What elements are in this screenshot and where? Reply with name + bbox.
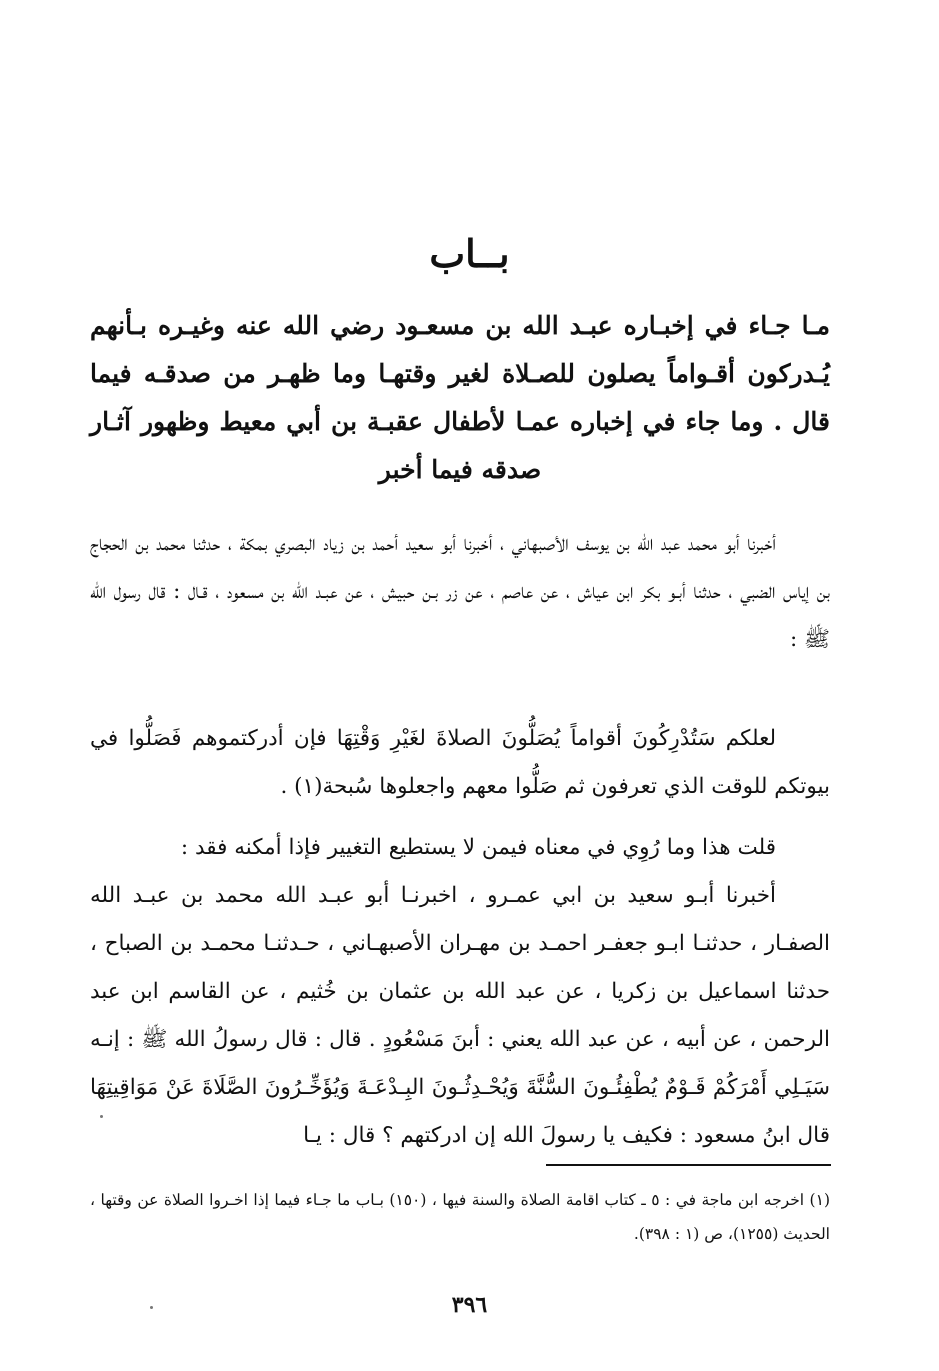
body-paragraph-hadith: لعلكم سَتُدْرِكُونَ أقواماً يُصَلُّونَ الصلاةَ لغَيْرِ وَقْتِهَا فإن أدركتموهم فَصَلُّوا في بيوتكم للوقت الذي تعرفون ثم صَلُّوا معهم واجعلوها سُبحة(١) . [90, 726, 830, 799]
footnote: (١) اخرجه ابن ماجة في : ٥ ـ كتاب اقامة الصلاة والسنة فيها ، (١٥٠) بـاب ما جـاء فيما إذا اخـروا الصلاة عن وقتها ، الحديث (١٢٥٥)، ص (١ : ٣٩٨). [90, 1191, 830, 1243]
body-paragraph-second-hadith: أخبرنا أبـو سعيد بن ابي عمـرو ، اخبرنـا أبو عبـد الله محمد بن عبـد الله الصفـار ، حدثنـا ابـو جعفـر احمـد بن مهـران الأصبهـاني ، حـدثنـا محمـد بن الصباح ، حدثنا اسماعيل بن زكريا ، عن عبد الله بن عثمان بن خُثيم ، عن القاسم ابن عبد الرحمن ، عن أبيه ، عن عبد الله يعني : أبنَ مَسْعُودٍ . قال : قال رسولُ الله ﷺ : إنـه سَيَـلِي أَمْرَكُمْ قَـوْمٌ يُطْفِئُـونَ السُّنَّةَ وَيُحْـدِثُـونَ البِـدْعَـةَ وَيُؤَخِّـرُونَ الصَّلَاةَ عَنْ مَوَاقِيتِهَا قال ابنُ مسعود : فكيف يا رسولَ الله إن ادركتهم ؟ قال : يـا [90, 883, 830, 1148]
chapter-title: بــاب [429, 231, 510, 276]
body-paragraph-comment: قلت هذا وما رُوِي في معناه فيمن لا يستطيع التغيير فإذا أمكنه فقد : [180, 835, 776, 860]
footnote-divider [546, 1164, 831, 1166]
scan-speck [100, 1115, 103, 1118]
page-number: ٣٩٦ [451, 1292, 488, 1318]
chapter-subtitle: مـا جـاء في إخبـاره عبـد الله بن مسعـود رضي الله عنه وغيـره بـأنهم يُـدركون أقـواماً يصلون للصـلاة لغير وقتهـا وما ظهـر من صدقـه فيما قال . وما جاء في إخباره عمـا لأطفال عقبـة بن أبي معيط وظهور آثـار صدقه فيما أخبر [90, 311, 830, 484]
scan-speck [150, 1306, 153, 1309]
body-paragraph-isnad: أخبرنا أبو محمد عبد الله بن يوسف الأصبهاني ، أخبرنا أبو سعيد أحمد بن زياد البصري بمكة ، حدثنا محمد بن الحجاج بن إياس الضبي ، حدثنا أبـو بكر ابن عياش ، عن عاصم ، عن زر بـن حبيش ، عن عبـد الله بن مسعود ، قـال : قال رسول الله ﷺ : [90, 531, 830, 652]
